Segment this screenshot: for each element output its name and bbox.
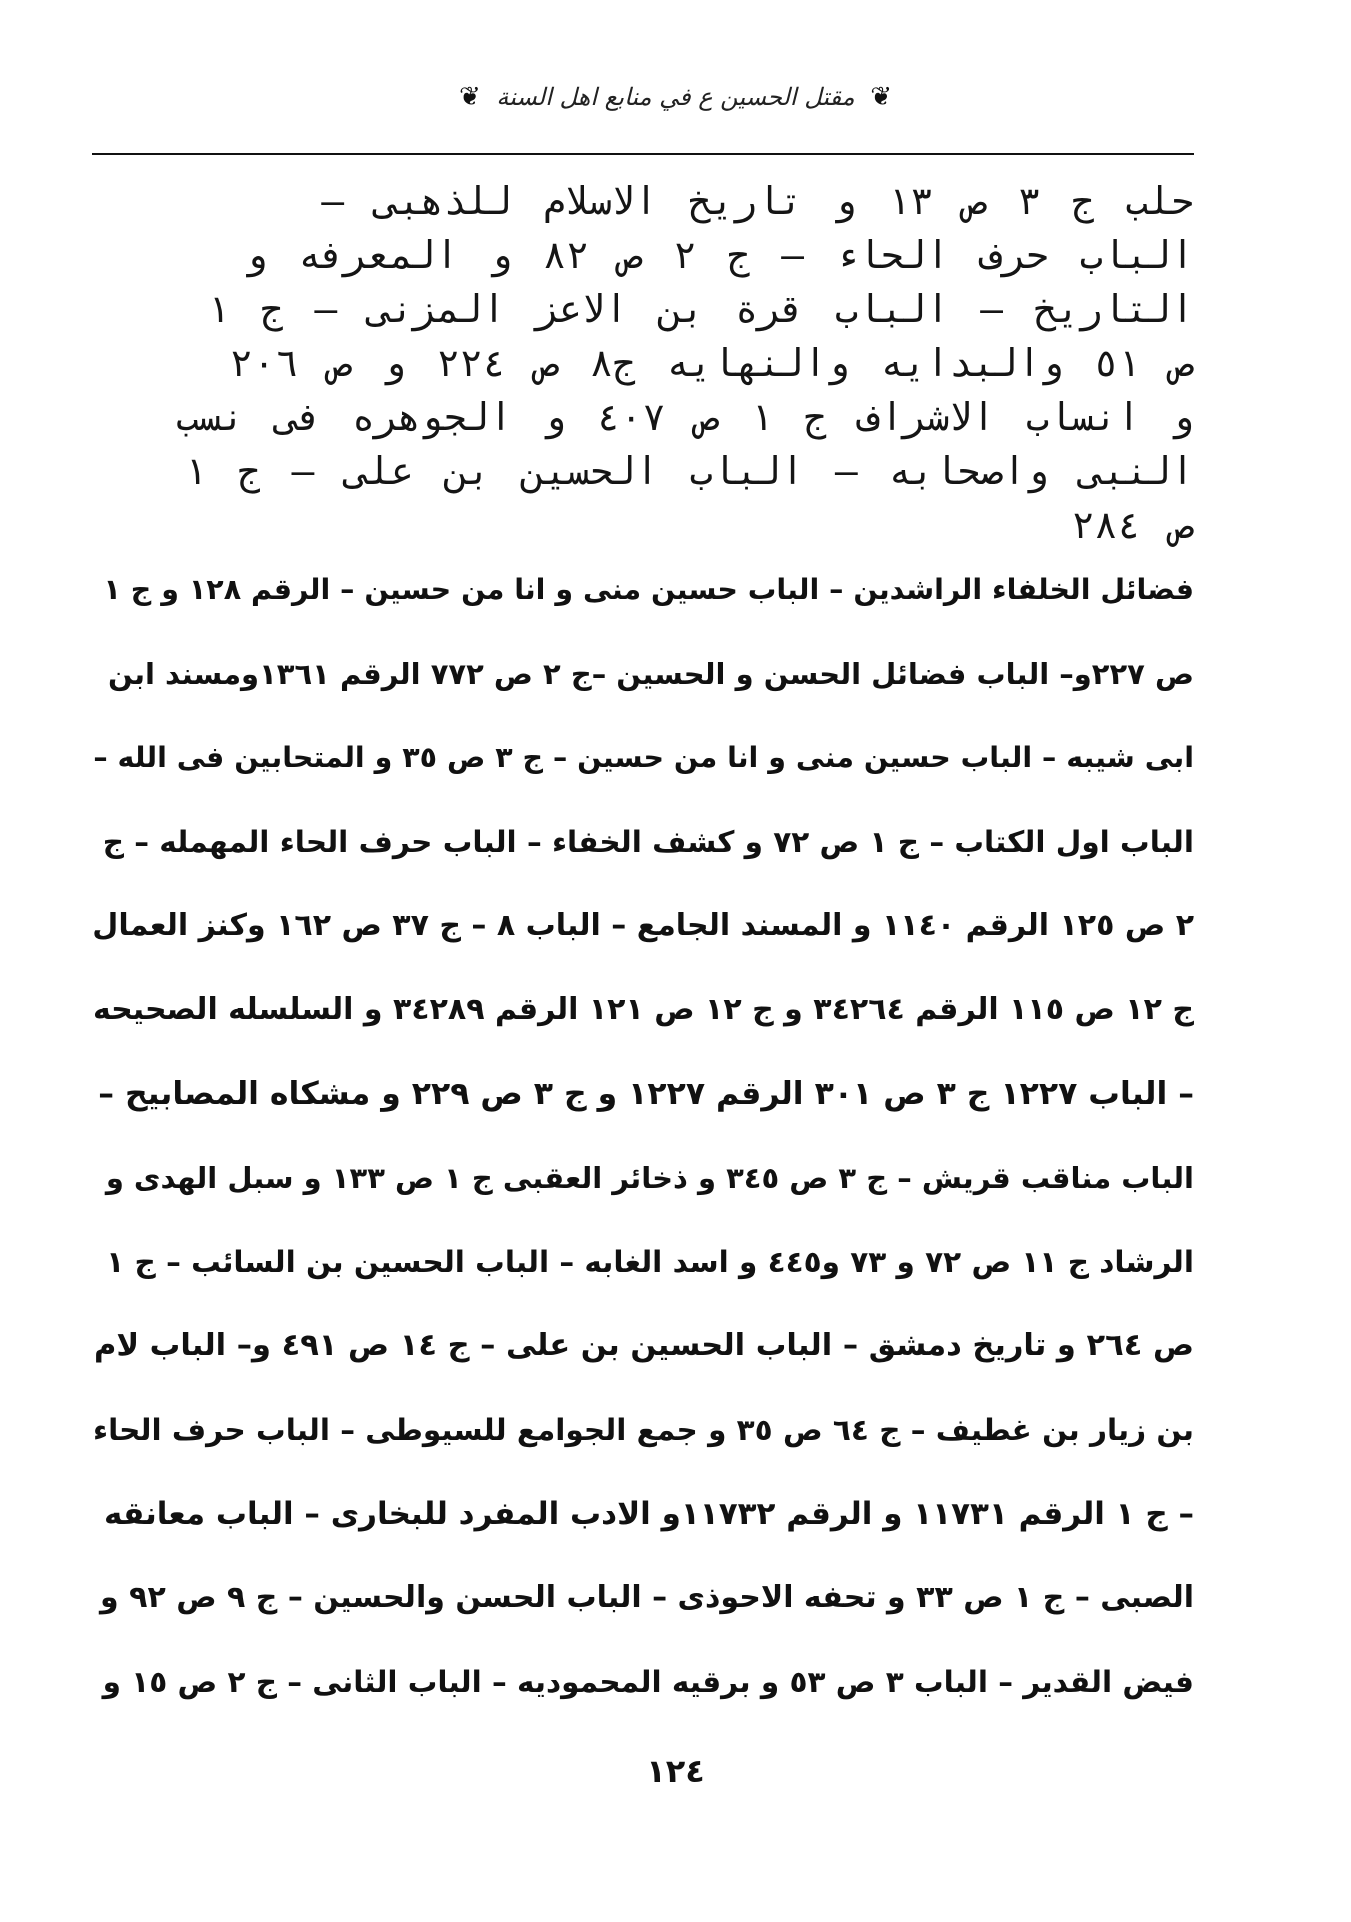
header-divider bbox=[92, 153, 1194, 155]
typewritten-line: و انساب الاشراف ج ١ ص ٤٠٧ و الجوهره فى نسب bbox=[175, 395, 1194, 439]
printed-references-block bbox=[92, 548, 1194, 1724]
body-line: فضائل الخلفاء الراشدين – الباب حسين منى و انا من حسين – الرقم ١٢٨ و ج ١ bbox=[103, 573, 1194, 606]
running-title: مقتل الحسين ع في منابع اهل السنة bbox=[496, 83, 855, 111]
body-line: – الباب ١٢٢٧ ج ٣ ص ٣٠١ الرقم ١٢٢٧ و ج ٣ ص ٢٢٩ و مشكاه المصابيح – bbox=[98, 1076, 1194, 1112]
running-header bbox=[0, 82, 1351, 112]
body-line: بن زيار بن غطيف – ج ٦٤ ص ٣٥ و جمع الجوامع للسيوطى – الباب حرف الحاء bbox=[93, 1413, 1194, 1447]
typewritten-references-block bbox=[92, 174, 1194, 552]
body-line: ص ٢٦٤ و تاريخ دمشق – الباب الحسين بن على – ج ١٤ ص ٤٩١ و– الباب لام bbox=[93, 1328, 1194, 1363]
typewritten-line: الباب حرف الحاء – ج ٢ ص ٨٢ و المعرفه و bbox=[244, 233, 1194, 277]
body-line: الرشاد ج ١١ ص ٧٢ و ٧٣ و٤٤٥ و اسد الغابه – الباب الحسين بن السائب – ج ١ bbox=[106, 1245, 1194, 1279]
typewritten-line: النبى واصحابه – الباب الحسين بن على – ج ١ bbox=[183, 449, 1194, 493]
typewritten-line: ص ٥١ والبدايه والنهايه ج٨ ص ٢٢٤ و ص ٢٠٦ bbox=[229, 341, 1194, 385]
page-number: ١٢٤ bbox=[646, 1752, 705, 1790]
right-ornament-icon: ❦ bbox=[870, 82, 893, 112]
body-line: فيض القدير – الباب ٣ ص ٥٣ و برقيه المحموديه – الباب الثانى – ج ٢ ص ١٥ و bbox=[102, 1665, 1194, 1699]
body-line: الصبى – ج ١ ص ٣٣ و تحفه الاحوذى – الباب الحسن والحسين – ج ٩ ص ٩٢ و bbox=[100, 1580, 1194, 1615]
body-line: ابى شيبه – الباب حسين منى و انا من حسين – ج ٣ ص ٣٥ و المتحابين فى الله – bbox=[93, 741, 1194, 774]
body-line: ج ١٢ ص ١١٥ الرقم ٣٤٢٦٤ و ج ١٢ ص ١٢١ الرقم ٣٤٢٨٩ و السلسله الصحيحه bbox=[92, 992, 1194, 1027]
typewritten-line: التاريخ – الباب قرة بن الاعز المزنى – ج ١ bbox=[206, 287, 1194, 331]
body-line: الباب اول الكتاب – ج ١ ص ٧٢ و كشف الخفاء – الباب حرف الحاء المهمله – ج bbox=[102, 825, 1194, 859]
typewritten-line: حلب ج ٣ ص ١٣ و تاريخ الاسلام للذهبى – bbox=[321, 179, 1194, 223]
body-line: – ج ١ الرقم ١١٧٣١ و الرقم ١١٧٣٢و الادب المفرد للبخارى – الباب معانقه bbox=[104, 1496, 1194, 1532]
left-ornament-icon: ❦ bbox=[458, 82, 481, 112]
typewritten-line: ص ٢٨٤ bbox=[1071, 503, 1194, 547]
body-line: ٢ ص ١٢٥ الرقم ١١٤٠ و المسند الجامع – الباب ٨ – ج ٣٧ ص ١٦٢ وكنز العمال bbox=[92, 908, 1194, 943]
body-line: ص ٢٢٧و– الباب فضائل الحسن و الحسين –ج ٢ ص ٧٧٢ الرقم ١٣٦١ومسند ابن bbox=[107, 657, 1194, 691]
body-line: الباب مناقب قريش – ج ٣ ص ٣٤٥ و ذخائر العقبى ج ١ ص ١٣٣ و سبل الهدى و bbox=[105, 1161, 1194, 1195]
